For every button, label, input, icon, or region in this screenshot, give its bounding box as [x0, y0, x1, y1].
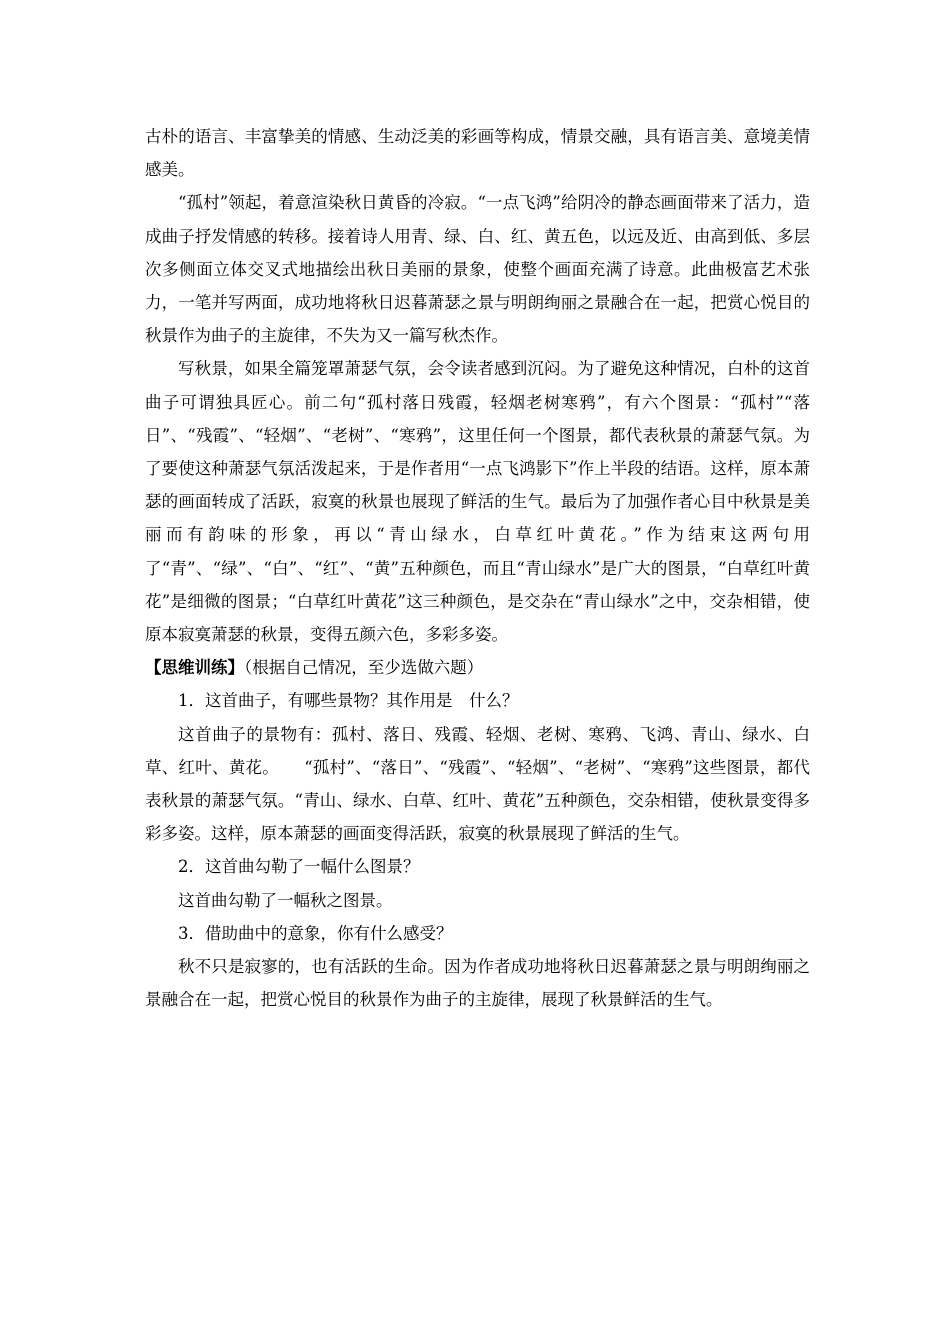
answer-2: 这首曲勾勒了一幅秋之图景。: [178, 890, 393, 910]
question-1: 1．这首曲子，有哪些景物？其作用是 什么？: [178, 691, 519, 711]
paragraph-intro: 古朴的语言、丰富挚美的情感、生动泛美的彩画等构成，情景交融，具有语言美、意境美情感美。: [145, 127, 810, 180]
training-heading-note: （根据自己情况，至少选做六题）: [244, 658, 484, 678]
paragraph-analysis-1: “孤村”领起，着意渲染秋日黄昏的冷寂。“一点飞鸿”给阴冷的静态画面带来了活力，造成曲子抒发情感的转移。接着诗人用青、绿、白、红、黄五色，以远及近、由高到低、多层次多侧面立体交叉式地描绘出秋日美丽的景象，使整个画面充满了诗意。此曲极富艺术张力，一笔并写两面，成功地将秋日迟暮萧瑟之景与明朗绚丽之景融合在一起，把赏心悦目的秋景作为曲子的主旋律，不失为又一篇写秋杰作。: [145, 193, 810, 346]
answer-1: 这首曲子的景物有：孤村、落日、残霞、轻烟、老树、寒鸦、飞鸿、青山、绿水、白草、红叶、黄花。 “孤村”、“落日”、“残霞”、“轻烟”、“老树”、“寒鸦”这些图景，都代表秋景的萧瑟气氛。“青山、绿水、白草、红叶、黄花”五种颜色，交杂相错，使秋景变得多彩多姿。这样，原本萧瑟的画面变得活跃，寂寞的秋景展现了鲜活的生气。: [145, 724, 810, 844]
document-page: [145, 120, 810, 1016]
paragraph-analysis-2: 写秋景，如果全篇笼罩萧瑟气氛，会令读者感到沉闷。为了避免这种情况，白朴的这首曲子可谓独具匠心。前二句“孤村落日残霞，轻烟老树寒鸦”，有六个图景：“孤村”“落日”、“残霞”、“轻烟”、“老树”、“寒鸦”，这里任何一个图景，都代表秋景的萧瑟气氛。为了要使这种萧瑟气氛活泼起来，于是作者用“一点飞鸿影下”作上半段的结语。这样，原本萧瑟的画面转成了活跃，寂寞的秋景也展现了鲜活的生气。最后为了加强作者心目中秋景是美丽而有韵味的形象，再以“青山绿水，白草红叶黄花。”作为结束这两句用了“青”、“绿”、“白”、“红”、“黄”五种颜色，而且“青山绿水”是广大的图景，“白草红叶黄花”是细微的图景；“白草红叶黄花”这三种颜色，是交杂在“青山绿水”之中，交杂相错，使原本寂寞萧瑟的秋景，变得五颜六色，多彩多姿。: [145, 359, 810, 645]
question-2: 2．这首曲勾勒了一幅什么图景？: [178, 857, 420, 877]
question-3: 3．借助曲中的意象，你有什么感受？: [178, 923, 453, 943]
training-heading: [145, 651, 810, 684]
training-heading-title: 【思维训练】: [145, 658, 244, 678]
answer-3: 秋不只是寂寥的，也有活跃的生命。因为作者成功地将秋日迟暮萧瑟之景与明朗绚丽之景融合在一起，把赏心悦目的秋景作为曲子的主旋律，展现了秋景鲜活的生气。: [145, 957, 810, 1010]
